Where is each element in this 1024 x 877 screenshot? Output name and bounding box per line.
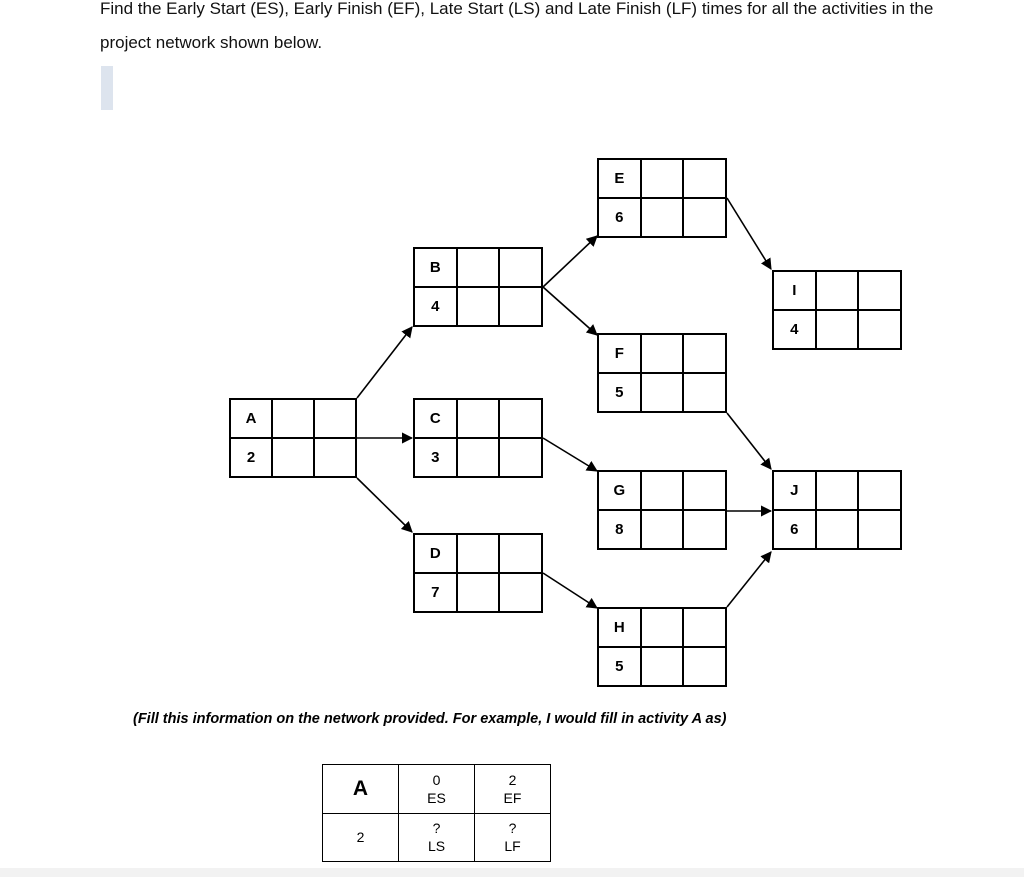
activity-duration: 6 — [615, 209, 624, 226]
ef-cell — [498, 249, 541, 286]
es-cell — [815, 472, 858, 509]
ef-cell — [313, 400, 355, 437]
arrow-b-f — [543, 287, 597, 335]
activity-name: I — [792, 282, 797, 299]
ef-cell — [682, 472, 725, 509]
example-ef-cell — [474, 765, 550, 813]
arrow-b-e — [543, 236, 597, 287]
example-lf-label: LF — [504, 838, 521, 855]
lf-cell — [498, 288, 541, 325]
lf-cell — [498, 439, 541, 476]
es-cell — [640, 609, 683, 646]
lf-cell — [682, 374, 725, 411]
example-es-cell — [398, 765, 474, 813]
arrow-a-d — [357, 478, 412, 532]
example-lf-value: ? — [508, 820, 517, 837]
ef-cell — [682, 609, 725, 646]
activity-node-c — [413, 398, 543, 478]
instruction-note: (Fill this information on the network provided. For example, I would fill in activity A as) — [133, 711, 727, 727]
example-ls-cell — [398, 814, 474, 862]
activity-node-d — [413, 533, 543, 613]
activity-node-f — [597, 333, 727, 413]
ef-cell — [498, 535, 541, 572]
activity-duration: 7 — [431, 584, 440, 601]
es-cell — [456, 400, 499, 437]
activity-name: G — [613, 482, 626, 499]
es-cell — [456, 249, 499, 286]
example-lf-cell — [474, 814, 550, 862]
activity-name: F — [614, 345, 624, 362]
activity-node-a — [229, 398, 357, 478]
ls-cell — [456, 439, 499, 476]
ls-cell — [815, 511, 858, 548]
lf-cell — [313, 439, 355, 476]
activity-name: A — [245, 410, 257, 427]
activity-duration: 3 — [431, 449, 440, 466]
example-ls-value: ? — [432, 820, 441, 837]
activity-node-h — [597, 607, 727, 687]
activity-duration: 5 — [615, 658, 624, 675]
activity-node-i — [772, 270, 902, 350]
es-cell — [640, 335, 683, 372]
ls-cell — [640, 511, 683, 548]
es-cell — [456, 535, 499, 572]
activity-duration: 5 — [615, 384, 624, 401]
arrow-e-i — [727, 198, 771, 269]
ef-cell — [857, 472, 900, 509]
es-cell — [271, 400, 313, 437]
activity-name: E — [614, 170, 625, 187]
example-duration: 2 — [356, 829, 365, 846]
ef-cell — [682, 160, 725, 197]
ls-cell — [815, 311, 858, 348]
arrow-h-j — [727, 552, 771, 607]
example-ls-label: LS — [427, 838, 446, 855]
example-activity-cell — [323, 765, 398, 813]
ef-cell — [857, 272, 900, 309]
activity-duration: 4 — [790, 321, 799, 338]
lf-cell — [857, 511, 900, 548]
ls-cell — [640, 374, 683, 411]
activity-name: D — [429, 545, 441, 562]
activity-duration: 6 — [790, 521, 799, 538]
activity-name: C — [429, 410, 441, 427]
es-cell — [815, 272, 858, 309]
ls-cell — [640, 648, 683, 685]
example-node-a — [322, 764, 551, 862]
example-ef-label: EF — [503, 789, 522, 806]
activity-node-e — [597, 158, 727, 238]
activity-node-j — [772, 470, 902, 550]
example-es-value: 0 — [432, 771, 441, 788]
activity-duration: 8 — [615, 521, 624, 538]
arrow-a-b — [357, 327, 412, 398]
example-es-label: ES — [427, 789, 446, 806]
activity-name: J — [790, 482, 799, 499]
page-bottom-edge — [0, 868, 1024, 877]
ls-cell — [456, 288, 499, 325]
es-cell — [640, 160, 683, 197]
example-duration-cell — [323, 814, 398, 862]
ef-cell — [498, 400, 541, 437]
activity-name: H — [613, 619, 625, 636]
activity-node-g — [597, 470, 727, 550]
ls-cell — [640, 199, 683, 236]
example-activity-name: A — [352, 776, 369, 800]
ef-cell — [682, 335, 725, 372]
arrow-d-h — [543, 573, 597, 608]
activity-duration: 4 — [431, 298, 440, 315]
question-text: Find the Early Start (ES), Early Finish (EF), Late Start (LS) and Late Finish (LF) times for all the activities in the project network shown below. — [100, 0, 934, 52]
es-cell — [640, 472, 683, 509]
arrow-f-j — [727, 413, 771, 469]
lf-cell — [682, 199, 725, 236]
ls-cell — [271, 439, 313, 476]
activity-duration: 2 — [246, 449, 256, 466]
ls-cell — [456, 574, 499, 611]
example-ef-value: 2 — [508, 771, 517, 788]
arrow-c-g — [543, 438, 597, 471]
lf-cell — [857, 311, 900, 348]
activity-name: B — [429, 259, 441, 276]
activity-node-b — [413, 247, 543, 327]
lf-cell — [682, 511, 725, 548]
lf-cell — [682, 648, 725, 685]
lf-cell — [498, 574, 541, 611]
